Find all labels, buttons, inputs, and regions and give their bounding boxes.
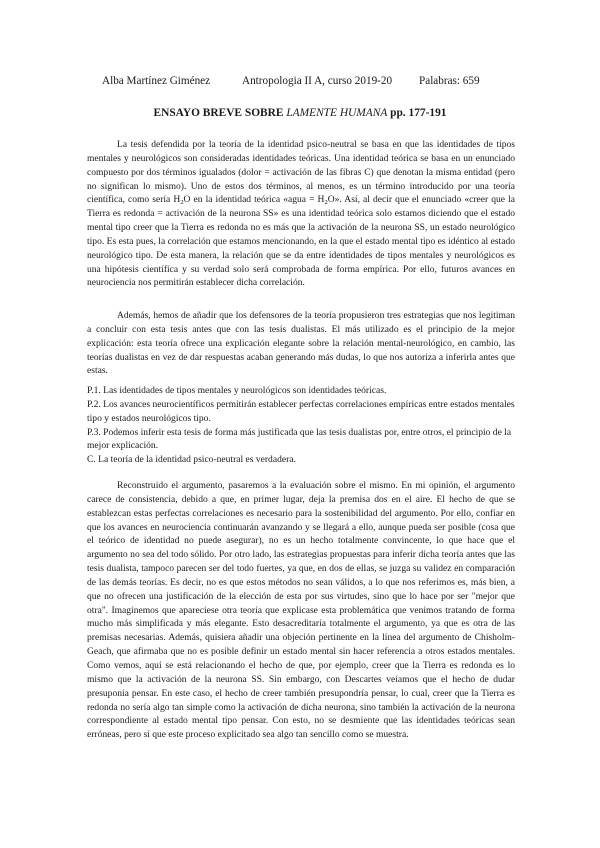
paragraph-1-text-a: La tesis defendida por la teoría de la identidad psico-neutral se basa en que las identidades de tipos mentales y neurológicos son consideradas identidades teóricas. Una identidad teórica se basa en un enunciado compuesto por dos términos igualados (dolor = activación de las fibras C) que denotan la misma entidad (pero no significan lo mismo). Uno de estos dos términos, al menos, es un término introducido por una teoría científica, como sería H xyxy=(87,139,515,206)
premise-2: P.2. Los avances neurocientíficos permitirán establecer perfectas correlaciones empíricas entre estados mentales tipo y estados neurológicos tipo. xyxy=(87,398,515,424)
document-header xyxy=(102,74,522,88)
premise-3: P.3. Podemos inferir esta tesis de forma más justificada que las tesis dualistas por, entre otros, el principio de la mejor explicación. xyxy=(87,426,512,452)
paragraph-3 xyxy=(87,479,515,742)
paragraph-2 xyxy=(87,309,515,378)
author-name: Alba Martínez Giménez xyxy=(102,75,211,87)
paragraph-2-text: Además, hemos de añadir que los defensores de la teoría propusieron tres estrategias que nos legitiman a concluir con esta tesis antes que con las tesis dualistas. El más utilizado es el principio de la mejor explicación: esta teoría ofrece una explicación elegante sobre la relación mental-neurológico, en cambio, las teorías dualistas en vez de dar respuestas acaban generando más dudas, lo que nos autoriza a inferirla antes que estas. xyxy=(87,310,515,377)
title-prefix: ENSAYO BREVE SOBRE xyxy=(153,107,284,119)
conclusion: C. La teoría de la identidad psico-neutral es verdadera. xyxy=(87,454,296,466)
paragraph-1 xyxy=(87,138,515,290)
premises-list xyxy=(87,384,515,467)
premise-1: P.1. Las identidades de tipos mentales y neurológicos son identidades teóricas. xyxy=(87,385,387,396)
paragraph-1-text-b: O en la identidad teórica «agua = H xyxy=(183,194,325,206)
subscript-2: 2 xyxy=(180,199,184,207)
subscript-2: 2 xyxy=(324,199,328,207)
paragraph-1-text-c: O». Así, al decir que el enunciado «creer que la Tierra es redonda = activación de la neurona SS» es una identidad teórica solo estamos diciendo que el estado mental tipo creer que la Tierra es redonda no es más que la activación de la neurona SS, un estado neurológico tipo. Es esta pues, la correlación que estamos mencionando, en la que el estado mental tipo es idéntico al estado neurológico tipo. De esta manera, la relación que se da entre identidades de tipos mentales y neurológicos es una hipótesis científica y su verdad solo será comprobada de forma empírica. Por ello, futuros avances en neurociencia nos permitirán establecer dicha correlación. xyxy=(87,194,515,289)
title-pages: pp. 177-191 xyxy=(390,107,447,119)
course-info: Antropologia II A, curso 2019-20 xyxy=(242,75,393,87)
paragraph-3-text: Reconstruido el argumento, pasaremos a la evaluación sobre el mismo. En mi opinión, el argumento carece de consistencia, debido a que, en primer lugar, deja la premisa dos en el aire. El hecho de que se establezcan estas perfectas correlaciones es necesario para la sostenibilidad del argumento. Por ello, confiar en que los avances en neurociencia continuarán avanzando y se llegará a ello, aunque pueda ser posible (cosa que el teórico de identidad no puede asegurar), no es un hecho totalmente convincente, lo que hace que el argumento no sea del todo sólido. Por otro lado, las estrategias propuestas para inferir dicha teoría antes que las tesis dualista, tampoco parecen ser del todo fuertes, ya que, en dos de ellas, se juzga su validez en comparación de las demás teorías. Es decir, no es que estos métodos no sean válidos, a lo que nos referimos es, más bien, a que no ofrecen una justificación de la elección de esta por sus virtudes, sino que lo hace por ser "mejor que otra". Imaginemos que apareciese otra teoría que explicase esta problemática que venimos tratando de forma mucho más simplificada y más elegante. Esto desacreditaría totalmente el argumento, ya que es otra de las premisas necesarias. Además, quisiera añadir una objeción pertinente en la línea del argumento de Chisholm-Geach, que afirmaba que no es posible definir un estado mental sin hacer referencia a otros estados mentales. Como vemos, aquí se está relacionando el hecho de que, por ejemplo, creer que la Tierra es redonda es lo mismo que la activación de la neurona SS. Sin embargo, con Descartes veíamos que el hecho de dudar presuponía pensar. En este caso, el hecho de creer también presupondría pensar, lo cual, creer que la Tierra es redonda no sería algo tan simple como la activación de dicha neurona, sino también la activación de la neurona correspondiente al estado mental tipo pensar. Con esto, no se desmiente que las identidades teóricas sean erróneas, pero sí que este proceso explicitado sea algo tan sencillo como se muestra. xyxy=(87,480,515,741)
essay-title xyxy=(0,106,600,120)
word-count: Palabras: 659 xyxy=(419,75,480,87)
title-work: LAMENTE HUMANA xyxy=(286,107,388,119)
